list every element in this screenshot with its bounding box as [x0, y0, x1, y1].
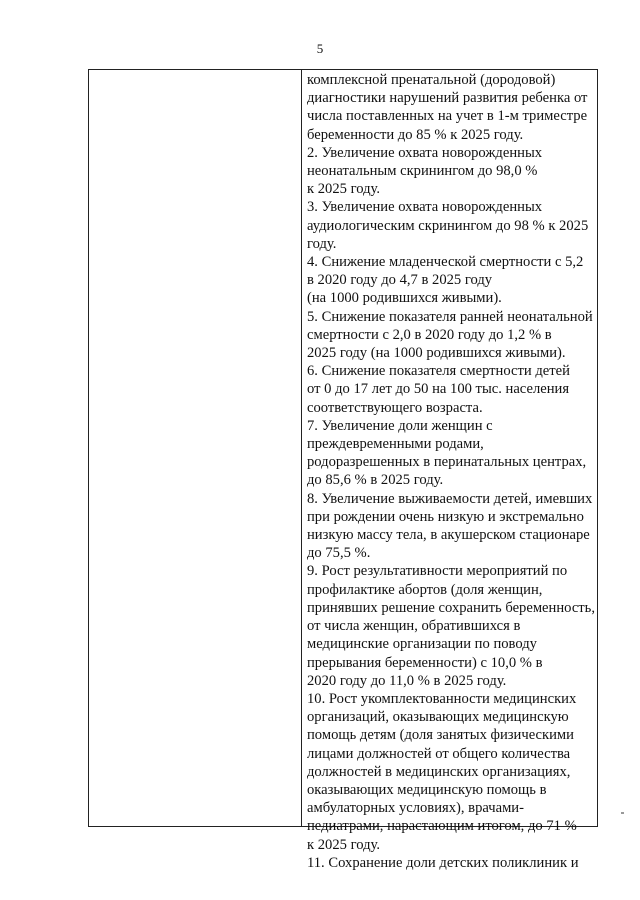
text-line: беременности до 85 % к 2025 году. [307, 126, 524, 143]
text-line: оказывающих медицинскую помощь в [307, 781, 547, 798]
text-line: 8. Увеличение выживаемости детей, имевших [307, 490, 593, 507]
text-line: прерывания беременности) с 10,0 % в [307, 654, 543, 671]
text-line: 6. Снижение показателя смертности детей [307, 363, 570, 380]
text-line: 9. Рост результативности мероприятий по [307, 563, 568, 580]
text-line: организаций, оказывающих медицинскую [307, 709, 569, 726]
text-line: от числа женщин, обратившихся в [307, 618, 521, 635]
text-line: педиатрами, нарастающим итогом, до 71 % [307, 818, 577, 835]
text-line: амбулаторных условиях), врачами- [307, 800, 524, 817]
text-line: смертности с 2,0 в 2020 году до 1,2 % в [307, 326, 552, 343]
text-line: к 2025 году. [307, 181, 380, 198]
text-line: медицинские организации по поводу [307, 636, 537, 653]
page-number: 5 [316, 41, 324, 56]
text-line: 2. Увеличение охвата новорожденных [307, 144, 543, 161]
text-line: помощь детям (доля занятых физическими [307, 727, 574, 744]
text-line: 2020 году до 11,0 % в 2025 году. [307, 672, 507, 689]
text-line: от 0 до 17 лет до 50 на 100 тыс. населения [307, 381, 570, 398]
text-line: должностей в медицинских организациях, [307, 763, 571, 780]
text-line: в 2020 году до 4,7 в 2025 году [307, 272, 493, 289]
text-line: к 2025 году. [307, 836, 380, 853]
text-line: родоразрешенных в перинатальных центрах, [307, 454, 587, 471]
text-line: до 75,5 %. [307, 545, 371, 562]
text-line: соответствующего возраста. [307, 399, 483, 416]
text-line: 7. Увеличение доли женщин с [307, 417, 493, 434]
table-column-divider [301, 70, 302, 826]
text-line: диагностики нарушений развития ребенка от [307, 90, 588, 107]
text-line: 11. Сохранение доли детских поликлиник и [307, 854, 579, 871]
text-line: принявших решение сохранить беременность, [307, 599, 595, 616]
text-line: преждевременными родами, [307, 436, 484, 453]
table-cell-right [307, 71, 597, 872]
text-line: низкую массу тела, в акушерском стационаре [307, 527, 590, 544]
text-line: (на 1000 родившихся живыми). [307, 290, 502, 307]
text-line: 3. Увеличение охвата новорожденных [307, 199, 543, 216]
text-line: до 85,6 % в 2025 году. [307, 472, 444, 489]
document-table [88, 69, 598, 871]
text-line: 2025 году (на 1000 родившихся живыми). [307, 345, 566, 362]
text-line: числа поставленных на учет в 1-м триместре [307, 108, 588, 125]
text-line: аудиологическим скринингом до 98 % к 2025 [307, 217, 589, 234]
text-line: 5. Снижение показателя ранней неонатальной [307, 308, 593, 325]
table-cell-left [89, 70, 301, 826]
text-line: неонатальным скринингом до 98,0 % [307, 163, 538, 180]
text-line: профилактике абортов (доля женщин, [307, 581, 543, 598]
text-line: комплексной пренатальной (дородовой) [307, 72, 556, 88]
scan-artifact [621, 812, 624, 814]
text-line: при рождении очень низкую и экстремально [307, 508, 584, 525]
text-line: 10. Рост укомплектованности медицинских [307, 690, 577, 707]
text-line: году. [307, 235, 337, 252]
text-line: лицами должностей от общего количества [307, 745, 571, 762]
text-line: 4. Снижение младенческой смертности с 5,2 [307, 254, 584, 271]
